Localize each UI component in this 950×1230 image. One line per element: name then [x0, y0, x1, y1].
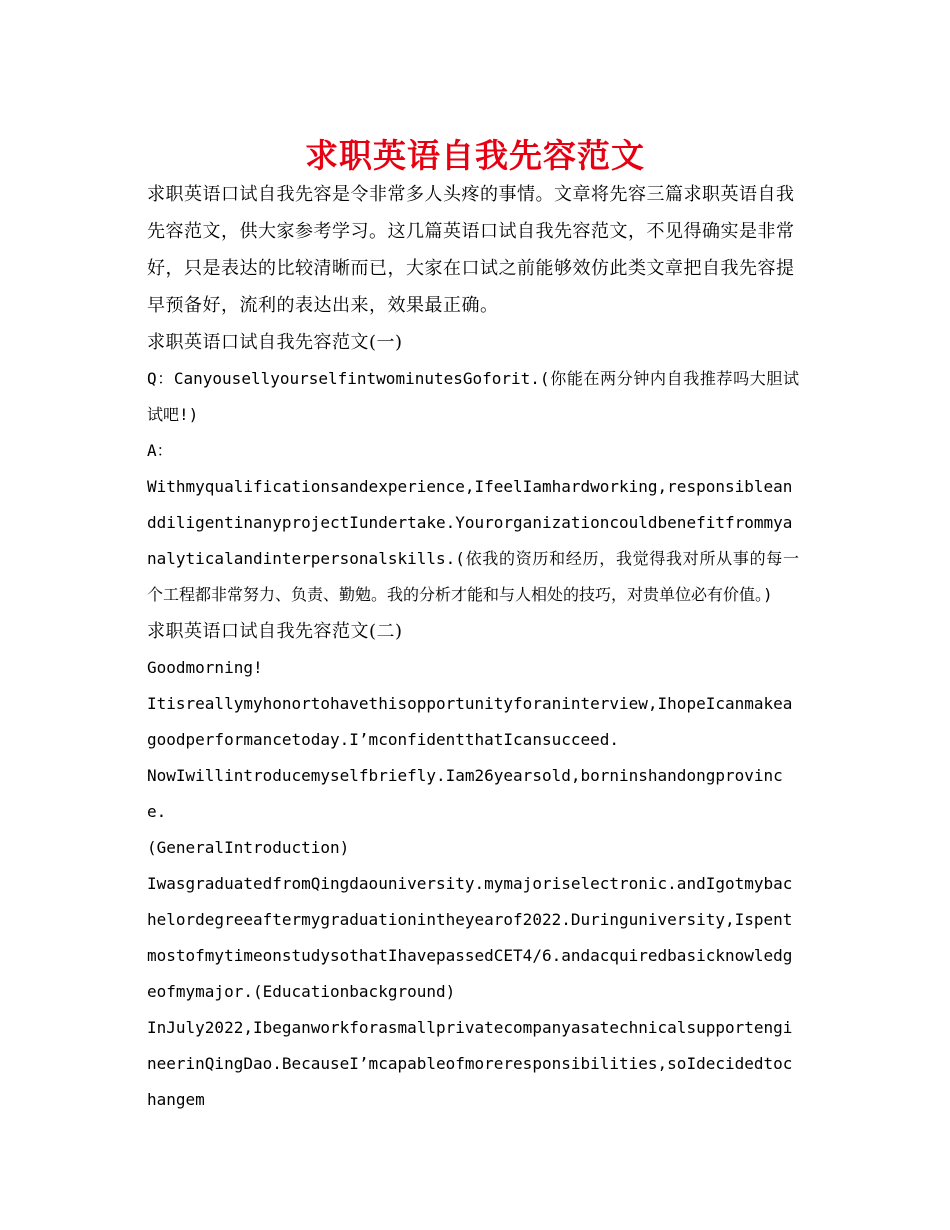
section-heading-1: 求职英语口试自我先容范文(一) — [147, 332, 403, 353]
general-introduction-label: (GeneralIntroduction) — [147, 838, 350, 857]
intro-self-paragraph: NowIwillintroducemyselfbriefly.Iam26yearsold,borninshandongprovince. — [147, 766, 783, 821]
honor-paragraph: Itisreallymyhonortohavethisopportunityforaninterview,IhopeIcanmakeagoodperformancetoday.I’mconfidentthatIcansucceed. — [147, 694, 793, 749]
education-paragraph: IwasgraduatedfromQingdaouniversity.mymajoriselectronic.andIgotmybachelordegreeaftermygraduationintheyearof2022.Duringuniversity,IspentmostofmytimeonstudysothatIhavepassedCET4/6.andacquiredbasicknowledgeofmymajor.(Educationbackground) — [147, 874, 793, 1001]
section-heading-2: 求职英语口试自我先容范文(二) — [147, 621, 403, 642]
greeting-paragraph: Goodmorning! — [147, 658, 263, 677]
answer-label: A： — [147, 441, 173, 460]
question-paragraph: Q：CanyousellyourselfintwominutesGoforit.(你能在两分钟内自我推荐吗大胆试试吧!) — [147, 369, 799, 424]
document-body — [147, 176, 799, 1118]
answer-paragraph: Withmyqualificationsandexperience,IfeelIamhardworking,responsibleanddiligentinanyprojectIundertake.Yourorganizationcouldbenefitfrommyanalyticalandinterpersonalskills.(依我的资历和经历，我觉得我对所从事的每一个工程都非常努力、负责、勤勉。我的分析才能和与人相处的技巧，对贵单位必有价值。) — [147, 477, 799, 604]
work-experience-paragraph: InJuly2022,IbeganworkforasmallprivatecompanyasatechnicalsupportengineerinQingDao.BecauseI’mcapableofmoreresponsibilities,soIdecidedtochangem — [147, 1018, 793, 1109]
intro-paragraph: 求职英语口试自我先容是令非常多人头疼的事情。文章将先容三篇求职英语自我先容范文，供大家参考学习。这几篇英语口试自我先容范文，不见得确实是非常好，只是表达的比较清晰而已，大家在口试之前能够效仿此类文章把自我先容提早预备好，流利的表达出来，效果最正确。 — [147, 184, 795, 316]
document-title: 求职英语自我先容范文 — [305, 136, 645, 175]
